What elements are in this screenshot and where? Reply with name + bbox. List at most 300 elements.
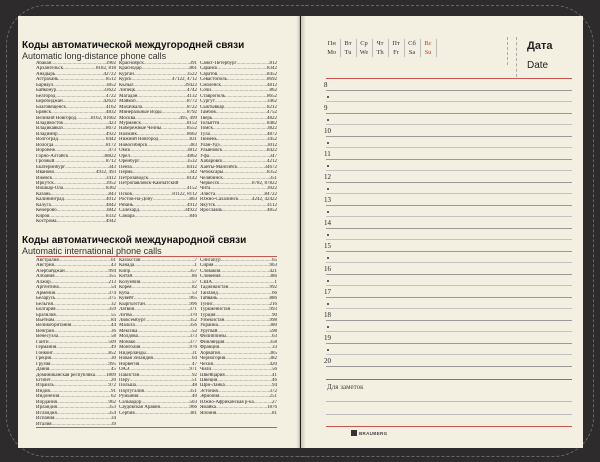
code-value: 8412 [187,164,197,170]
code-value: 4112 [267,202,277,208]
code-name: Куба [119,290,130,296]
code-name: Гаити [36,339,49,345]
code-value: 31 [192,350,197,356]
code-value: 4922 [106,131,116,137]
hour-label-8: 8 [324,81,328,89]
code-value: 347 [269,153,277,159]
code-value: 343 [108,164,116,170]
half-hour-dot [327,349,329,351]
code-name: Мурманск [119,120,141,126]
code-value: 351 [189,388,197,394]
code-value: 8512 [106,77,116,83]
code-name: Омск [119,148,131,154]
code-value: 998 [269,317,277,323]
brand-logo-icon [351,430,357,436]
code-name: Азербайджан [36,268,65,274]
international-divider [36,256,277,257]
hour-label-10: 10 [324,127,331,135]
code-name: Калуга [36,202,51,208]
code-value: 4812 [267,82,277,88]
code-name: Австрия [36,263,54,269]
code-value: 58 [111,334,116,340]
code-value: 66 [272,290,277,296]
half-hour-line[interactable] [326,193,572,194]
code-value: 4752 [267,110,277,116]
weekday-we[interactable]: Ср [356,39,372,48]
code-value: 371 [189,307,197,313]
hour-line[interactable] [326,90,572,91]
dot-leader [222,208,267,213]
code-name: Армения [36,290,56,296]
half-hour-line[interactable] [326,216,572,217]
code-value: 4822 [267,115,277,121]
code-value: 1 [274,279,277,285]
code-name: Смоленск [200,82,221,88]
code-value: 53 [192,290,197,296]
code-value: 4152 [187,186,197,192]
code-name: Саратов [200,71,218,77]
notes-line-1[interactable] [326,401,572,402]
half-hour-dot [327,96,329,98]
code-value: 4842 [106,202,116,208]
code-name: Курган [119,71,134,77]
code-value: 1876 [267,405,277,411]
code-value: 8712 [106,159,116,165]
code-value: 843 [108,191,116,197]
date-label-en: Date [527,60,549,71]
code-value: 8792 [187,110,197,116]
weekday-sa[interactable]: Сб [404,39,420,48]
weekday-su[interactable]: Вс [420,39,436,48]
half-hour-dot [327,165,329,167]
hour-label-9: 9 [324,104,328,112]
code-name: Южно-Африканская р-ка [200,399,254,405]
code-name: Новосибирск [119,142,148,148]
hour-line[interactable] [326,182,572,183]
code-value: 84 [111,317,116,323]
code-value: 56 [272,367,277,373]
code-name: Словения [200,274,221,280]
code-name: Курск [119,77,132,83]
code-name: Таиланд [200,290,218,296]
code-value: 27 [272,399,277,405]
code-name: Франция [200,345,219,351]
code-value: 377 [189,339,197,345]
code-name: Уфа [200,153,209,159]
weekday-en-th: Th [372,48,388,57]
hour-label-13: 13 [324,196,331,204]
hour-label-16: 16 [324,265,331,273]
half-hour-line[interactable] [326,101,572,102]
code-value: 8482 [267,120,277,126]
code-value: 831 [189,137,197,143]
code-value: 993 [269,307,277,313]
code-name: Индия [36,388,50,394]
hour-line[interactable] [326,159,572,160]
code-name: Литва [119,312,132,318]
code-name: Ирландия [36,405,57,411]
code-name: Владикавказ [36,126,63,132]
code-name: Кызыл [119,82,134,88]
code-name: Греция [36,356,51,362]
code-name: Венгрия [36,328,54,334]
code-value: 34 [111,416,116,422]
code-name: Липецк [119,88,136,94]
code-value: 381 [189,410,197,416]
code-value: 54 [111,285,116,291]
long-distance-subtitle: Automatic long-distance phone calls [22,51,167,61]
code-value: 3852 [106,82,116,88]
code-name: Индонезия [36,394,60,400]
weekday-en-mo: Mo [324,48,340,57]
code-name: Псков [119,191,132,197]
code-name: Польша [119,383,136,389]
code-name: Краснодар [119,66,142,72]
code-name: США [200,279,212,285]
code-name: Екатеринбург [36,164,66,170]
code-name: ОАЭ [119,367,130,373]
code-value: 359 [108,307,116,313]
code-name: Узбекистан [200,317,225,323]
code-value: 355 [108,274,116,280]
dot-leader [216,411,272,416]
code-name: Молдова [119,334,138,340]
code-name: Словакия [200,268,221,274]
code-value: 216 [269,301,277,307]
half-hour-line[interactable] [326,124,572,125]
code-value: 373 [189,334,197,340]
code-name: Архангельск [36,66,64,72]
code-name: Биробиджан [36,99,63,105]
code-name: Сербия [119,410,135,416]
code-name: Улан-Удэ [200,142,220,148]
code-name: Люксембург [119,317,146,323]
code-value: 8662 [187,131,197,137]
long-distance-column-2 [119,61,197,225]
code-name: Грозный [36,159,55,165]
code-name: Венесуэла [36,334,58,340]
code-name: Москва [119,115,136,121]
code-value: 44 [111,323,116,329]
code-name: Болгария [36,307,56,313]
notes-label: Для заметок [327,383,364,391]
code-value: 863 [189,197,197,203]
code-name: Барнаул [36,82,54,88]
hour-line[interactable] [326,251,572,252]
code-value: 82 [192,285,197,291]
code-name: Украина [200,323,218,329]
code-name: Тунис [200,301,213,307]
code-value: 8362 [106,186,116,192]
code-value: 4862 [187,153,197,159]
weekday-th[interactable]: Чт [372,39,388,48]
code-value: 41 [272,372,277,378]
code-value: 91 [111,388,116,394]
code-name: Оренбург [119,159,140,165]
code-name: Бельгия [36,301,53,307]
code-value: 383 [189,142,197,148]
code-value: 90 [272,312,277,318]
code-name: Самара [119,213,135,219]
half-hour-dot [327,119,329,121]
hour-line[interactable] [326,113,572,114]
code-name: Тольятти [200,120,220,126]
hour-line[interactable] [326,343,572,344]
code-value: 972 [108,383,116,389]
dot-leader [135,214,190,219]
weekday-mo[interactable]: Пн [324,39,340,48]
long-distance-column-1 [36,61,116,225]
code-value: 8342 [267,66,277,72]
half-hour-line[interactable] [326,331,572,332]
code-name: Корея [119,285,132,291]
code-name: Уругвай [200,328,218,334]
code-name: Кыргызстан [119,301,145,307]
code-value: 4012 [106,197,116,203]
code-name: Швейцария [200,372,225,378]
code-value: 4912 [187,202,197,208]
code-value: 1809 [106,372,116,378]
code-value: 42622 [103,99,116,105]
code-name: Белгород [36,93,56,99]
code-name: Махачкала [119,104,142,110]
code-name: Кипр [119,268,131,274]
code-value: 4722 [106,93,116,99]
code-name: Майкоп [119,99,136,105]
code-value: 30 [111,356,116,362]
code-name: Латвия [119,307,135,313]
half-hour-dot [327,142,329,144]
hour-label-11: 11 [324,150,331,158]
code-value: 509 [108,339,116,345]
half-hour-line[interactable] [326,239,572,240]
code-value: 4742 [187,88,197,94]
code-value: 8672 [106,126,116,132]
code-name: Благовещенск [36,104,66,110]
code-name: Санкт-Петербург [200,61,237,66]
code-name: Ханты-Мансийск [200,164,238,170]
hour-label-18: 18 [324,311,331,319]
half-hour-line[interactable] [326,354,572,355]
code-value: 4162 [106,104,116,110]
notes-bottom-line [326,426,572,427]
code-name: Япония [200,410,217,416]
international-column-1 [36,258,116,427]
half-hour-dot [327,188,329,190]
code-value: 33622 [103,88,116,94]
code-name: Туркменистан [200,307,231,313]
code-value: 994 [108,268,116,274]
code-value: 7 [194,258,197,263]
code-value: 8172 [106,142,116,148]
code-value: 48 [192,383,197,389]
code-name: Канада [119,263,135,269]
half-hour-dot [327,280,329,282]
code-value: 380 [269,323,277,329]
weekday-tu[interactable]: Вт [340,39,356,48]
code-value: 852 [108,350,116,356]
hour-line[interactable] [326,205,572,206]
code-name: Доминиканская республика [36,372,95,378]
code-name: Пермь [119,170,133,176]
code-value: 52 [192,328,197,334]
code-name: Волгоград [36,137,59,143]
code-value: 8182, 818 [96,66,116,72]
code-name: Минеральные Воды [119,110,162,116]
code-name: Байконур [36,88,57,94]
code-name: Иордания [36,399,57,405]
code-name: Чебоксары [200,170,224,176]
international-title: Коды автоматической международной связи [22,235,247,246]
code-name: Колумбия [119,279,141,285]
half-hour-line[interactable] [326,308,572,309]
code-value: 812 [269,61,277,66]
code-value: 51 [192,377,197,383]
hour-line[interactable] [326,136,572,137]
code-value: 47122, 4712 [172,77,197,83]
code-name: Дания [36,367,50,373]
code-value: 81122, 8112 [172,191,197,197]
code-row [119,219,197,224]
code-name: Алжир [36,279,51,285]
code-name: Воронеж [36,148,56,154]
code-value: 357 [189,268,197,274]
code-value: 4942 [106,219,116,225]
code-value: 42722 [103,71,116,77]
hour-line[interactable] [326,366,572,367]
code-name: Пакистан [119,372,140,378]
code-name: Иваново [36,170,55,176]
code-name: Элиста [200,191,216,197]
code-name: Нидерланды [119,350,146,356]
brand-logo: BRAUBERG [359,431,388,436]
code-value: 65 [272,258,277,263]
code-row [200,411,277,416]
code-name: Ямайка [200,405,216,411]
code-value: 4852 [267,208,277,214]
half-hour-line[interactable] [326,170,572,171]
code-name: Севастополь [200,77,227,83]
weekday-selector [324,39,437,57]
code-name: Черногория [200,356,226,362]
code-name: Чехия [200,361,213,367]
half-hour-dot [327,326,329,328]
notes-line-2[interactable] [326,414,572,415]
code-name: Петрозаводск [119,175,149,181]
hour-label-12: 12 [324,173,331,181]
code-value: 374 [108,290,116,296]
hour-line[interactable] [326,320,572,321]
code-value: 3522 [187,71,197,77]
code-name: Набережные Челны [119,126,162,132]
code-value: 356 [189,323,197,329]
hour-line[interactable] [326,228,572,229]
half-hour-dot [327,257,329,259]
code-value: 8772 [187,99,197,105]
code-value: 62 [111,394,116,400]
code-name: Исландия [36,410,57,416]
code-value: 3822 [267,126,277,132]
code-name: Монголия [119,345,141,351]
code-name: Израиль [36,383,54,389]
code-value: 861 [189,66,197,72]
code-value: 358 [269,339,277,345]
code-name: Беларусь [36,296,56,302]
dot-leader [135,411,190,416]
code-name: Южно-Сахалинск [200,197,239,203]
code-value: 391 [189,61,197,66]
code-name: Владимир [36,131,58,137]
code-name: Великобритания [36,323,72,329]
code-value: 8652 [267,93,277,99]
code-value: 420 [269,361,277,367]
code-value: 423 [108,120,116,126]
code-name: Тайвань [200,296,218,302]
code-name: Ярославль [200,208,223,214]
code-value: 8422 [267,148,277,154]
code-value: 8162, 81662 [91,115,116,121]
code-value: 8782, 87822 [252,180,277,186]
hour-line[interactable] [326,274,572,275]
code-name: Черкесск [200,180,220,186]
code-value: 421 [269,268,277,274]
code-name: Китай [119,274,133,280]
code-value: 86 [192,274,197,280]
code-name: Монако [119,339,136,345]
code-value: 862 [269,88,277,94]
code-value: 32 [111,301,116,307]
code-value: 3412 [106,175,116,181]
code-name: Орел [119,153,130,159]
code-value: 81 [272,410,277,416]
code-value: 342 [189,170,197,176]
code-value: 36 [111,328,116,334]
code-name: Румыния [119,394,139,400]
code-name: Астрахань [36,77,59,83]
code-name: Якутск [200,202,216,208]
half-hour-line[interactable] [326,262,572,263]
weekday-fr[interactable]: Пт [388,39,404,48]
code-name: Сургут [200,99,215,105]
code-name: Казань [36,191,51,197]
code-name: Тула [200,131,210,137]
half-hour-line[interactable] [326,285,572,286]
code-value: 3012 [267,142,277,148]
code-name: Австралия [36,258,59,263]
international-column-3 [200,258,277,427]
code-value: 598 [269,328,277,334]
code-name: Кемерово [36,208,57,214]
code-name: Пенза [119,164,132,170]
half-hour-line[interactable] [326,147,572,148]
code-value: 1 [194,263,197,269]
code-value: 3532 [187,159,197,165]
code-value: 495, 499 [179,115,197,121]
code-name: Нальчик [119,131,137,137]
code-value: 976 [189,345,197,351]
code-value: 473 [108,148,116,154]
code-name: Сирия [200,263,214,269]
code-value: 370 [189,312,197,318]
code-value: 3902 [106,61,116,66]
hour-line[interactable] [326,297,572,298]
code-value: 382 [269,356,277,362]
code-name: Владивосток [36,120,64,126]
code-value: 34672 [264,164,277,170]
code-name: Абакан [36,61,52,66]
code-name: Сингапур [200,258,221,263]
code-name: Сочи [200,88,211,94]
